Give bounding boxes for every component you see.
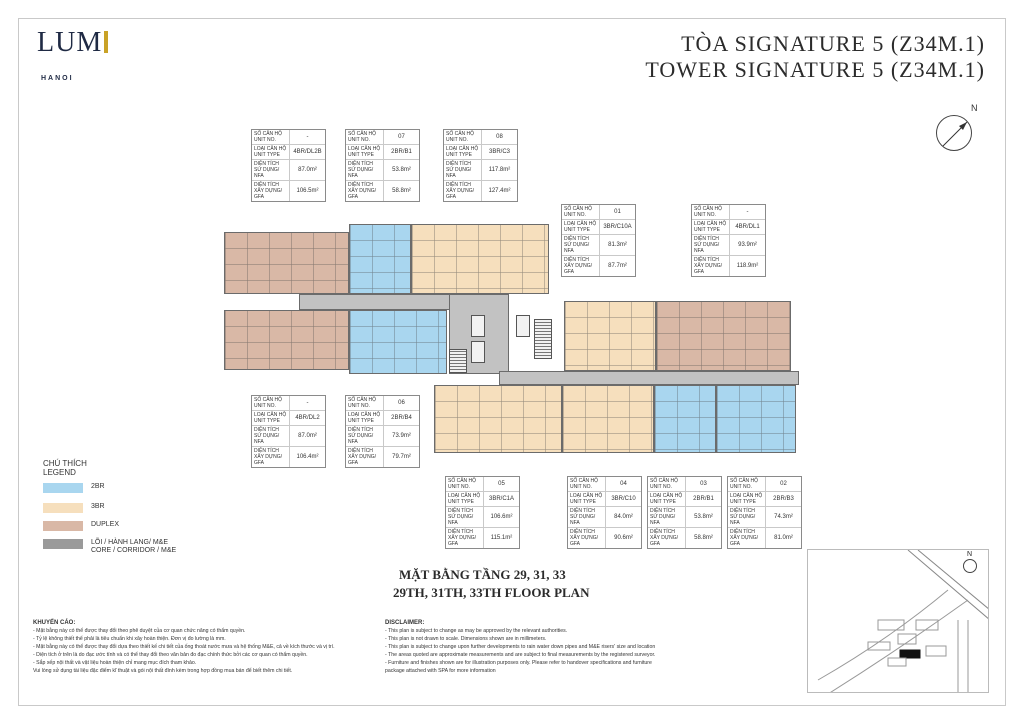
unit-4br-dl2b-plan bbox=[224, 232, 349, 294]
notes-disclaimer: DISCLAIMER: - This plan is subject to change as may be approved by the relevant authorities. - This plan is not drawn to scale. Dimensions shown are in millimeters. - This plan is subject to change upon further developments to rain water down pipes and M&E risers' size and location - The areas quoted are approximate measurements and are subject to final measurements by the registered surveyor. - Furniture and finishes shown are for illustration purposes only. Please refer to handover specifications and furniture package attached with SPA for more information bbox=[385, 620, 656, 674]
unit-card: SỐ CĂN HỘ UNIT NO. 04 LOẠI CĂN HỘ UNIT TYPE 3BR/C10 DIỆN TÍCH SỬ DỤNG/ NFA 84.0m² DIỆN TÍCH XÂY DỰNG/ GFA 90.6m² bbox=[567, 476, 642, 549]
legend-swatch bbox=[43, 521, 83, 531]
unit-4br-dl2-plan bbox=[224, 310, 349, 370]
unit-card: SỐ CĂN HỘ UNIT NO. - LOẠI CĂN HỘ UNIT TYPE 4BR/DL2B DIỆN TÍCH SỬ DỤNG/ NFA 87.0m² DIỆN TÍCH XÂY DỰNG/ GFA 106.5m² bbox=[251, 129, 326, 202]
tower-title-vi: TÒA SIGNATURE 5 (Z34M.1) bbox=[681, 31, 985, 56]
logo-accent-bar bbox=[104, 31, 108, 53]
unit-card: SỐ CĂN HỘ UNIT NO. 02 LOẠI CĂN HỘ UNIT TYPE 2BR/B3 DIỆN TÍCH SỬ DỤNG/ NFA 74.3m² DIỆN TÍCH XÂY DỰNG/ GFA 81.0m² bbox=[727, 476, 802, 549]
legend-swatch bbox=[43, 483, 83, 493]
legend-item-2br: 2BR bbox=[43, 483, 105, 493]
legend-title: CHÚ THÍCH LEGEND bbox=[43, 459, 87, 477]
site-location-map bbox=[807, 549, 989, 693]
legend-swatch bbox=[43, 503, 83, 513]
floor-plan-title-vi: MẶT BẰNG TẦNG 29, 31, 33 bbox=[399, 567, 566, 582]
unit-card: SỐ CĂN HỘ UNIT NO. 08 LOẠI CĂN HỘ UNIT TYPE 3BR/C3 DIỆN TÍCH SỬ DỤNG/ NFA 117.8m² DIỆN TÍCH XÂY DỰNG/ GFA 127.4m² bbox=[443, 129, 518, 202]
unit-card: SỐ CĂN HỘ UNIT NO. 03 LOẠI CĂN HỘ UNIT TYPE 2BR/B1 DIỆN TÍCH SỬ DỤNG/ NFA 53.8m² DIỆN TÍCH XÂY DỰNG/ GFA 58.8m² bbox=[647, 476, 722, 549]
unit-06-plan bbox=[349, 310, 447, 374]
unit-04-plan bbox=[562, 385, 654, 453]
compass-icon bbox=[936, 115, 972, 151]
unit-card: SỐ CĂN HỘ UNIT NO. 05 LOẠI CĂN HỘ UNIT TYPE 3BR/C1A DIỆN TÍCH SỬ DỤNG/ NFA 106.6m² DIỆN TÍCH XÂY DỰNG/ GFA 115.1m² bbox=[445, 476, 520, 549]
lift-shaft bbox=[516, 315, 530, 337]
staircase bbox=[534, 319, 552, 359]
unit-03-plan bbox=[654, 385, 716, 453]
unit-02-plan bbox=[716, 385, 796, 453]
unit-05-plan bbox=[434, 385, 562, 453]
site-map-north-label: N bbox=[967, 551, 973, 558]
unit-01-plan bbox=[564, 301, 656, 371]
unit-card: SỐ CĂN HỘ UNIT NO. 06 LOẠI CĂN HỘ UNIT TYPE 2BR/B4 DIỆN TÍCH SỬ DỤNG/ NFA 73.9m² DIỆN TÍCH XÂY DỰNG/ GFA 79.7m² bbox=[345, 395, 420, 468]
document-sheet bbox=[18, 18, 1006, 706]
staircase bbox=[449, 349, 467, 373]
site-map-drawing bbox=[808, 550, 989, 693]
unit-4br-dl1-plan bbox=[656, 301, 791, 371]
unit-08-plan bbox=[411, 224, 549, 294]
floor-plan-title-en: 29TH, 31TH, 33TH FLOOR PLAN bbox=[393, 585, 590, 600]
site-map-compass-icon bbox=[963, 559, 977, 573]
compass-needle-icon bbox=[937, 116, 973, 152]
unit-card: SỐ CĂN HỘ UNIT NO. - LOẠI CĂN HỘ UNIT TYPE 4BR/DL1 DIỆN TÍCH SỬ DỤNG/ NFA 93.9m² DIỆN TÍCH XÂY DỰNG/ GFA 118.9m² bbox=[691, 204, 766, 277]
lift-shaft bbox=[471, 341, 485, 363]
lift-shaft bbox=[471, 315, 485, 337]
unit-card: SỐ CĂN HỘ UNIT NO. 01 LOẠI CĂN HỘ UNIT TYPE 3BR/C10A DIỆN TÍCH SỬ DỤNG/ NFA 81.3m² DIỆN TÍCH XÂY DỰNG/ GFA 87.7m² bbox=[561, 204, 636, 277]
compass-north-label: N bbox=[971, 103, 978, 113]
legend-swatch bbox=[43, 539, 83, 549]
legend-item-core: LÕI / HÀNH LANG/ M&E CORE / CORRIDOR / M&E bbox=[43, 539, 176, 555]
brand-city: HANOI bbox=[41, 75, 74, 82]
legend-item-3br: 3BR bbox=[43, 503, 105, 513]
unit-07-plan bbox=[349, 224, 411, 294]
brand-logo: LUM bbox=[37, 27, 108, 59]
tower-title-en: TOWER SIGNATURE 5 (Z34M.1) bbox=[645, 57, 985, 82]
legend-item-duplex: DUPLEX bbox=[43, 521, 119, 531]
notes-vietnamese: KHUYẾN CÁO: - Mặt bằng này có thể được thay đổi theo phê duyệt của cơ quan chức năng có thẩm quyền. - Tỷ lệ không thiết thể phải là tiêu chuẩn khi xây hoàn thiện. Đơn vị đo lường là mm. - Mặt bằng này có thể được thay đổi dựa theo thiết kế chi tiết của ống thoát nước mưa và hệ thống M&E, cả về kích thước và vị trí. - Diện tích ở trên là do đạc ước tính và có thể thay đổi theo văn bản đo đạc chính thức bởi các cơ quan có thẩm quyền. - Sắp xếp nội thất và vật liệu hoàn thiện chỉ mang mục đích tham khảo. Vui lòng sử dụng tài liệu đặc điểm kĩ thuật và gói nội thất đính kèm trong hợp đồng mua bán để biết thêm chi tiết. bbox=[33, 620, 335, 674]
corridor-east bbox=[499, 371, 799, 385]
unit-card: SỐ CĂN HỘ UNIT NO. - LOẠI CĂN HỘ UNIT TYPE 4BR/DL2 DIỆN TÍCH SỬ DỤNG/ NFA 87.0m² DIỆN TÍCH XÂY DỰNG/ GFA 106.4m² bbox=[251, 395, 326, 468]
unit-card: SỐ CĂN HỘ UNIT NO. 07 LOẠI CĂN HỘ UNIT TYPE 2BR/B1 DIỆN TÍCH SỬ DỤNG/ NFA 53.8m² DIỆN TÍCH XÂY DỰNG/ GFA 58.8m² bbox=[345, 129, 420, 202]
